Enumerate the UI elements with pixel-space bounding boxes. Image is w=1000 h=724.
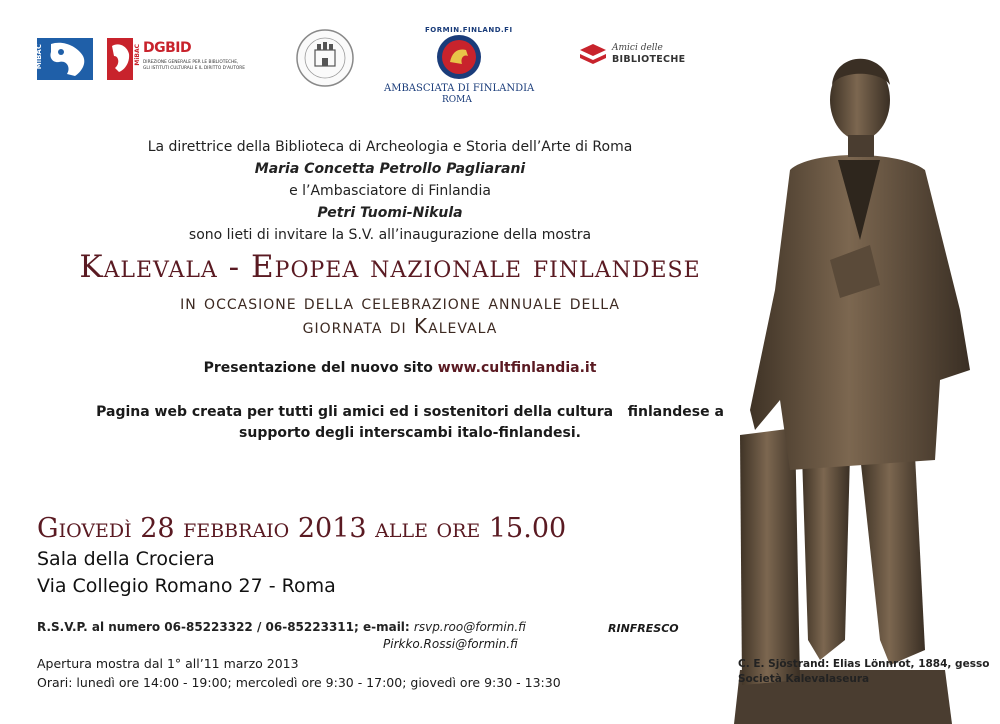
opening-hours [37, 654, 561, 692]
subtitle-line-2: giornata di Kalevala [302, 314, 498, 338]
amici-line-2: BIBLIOTECHE [612, 54, 686, 65]
seal-icon [295, 28, 355, 88]
dgbid-subtitle-1: DIREZIONE GENERALE PER LE BIBLIOTECHE, [143, 60, 239, 65]
opening-times: Orari: lunedì ore 14:00 - 19:00; mercoledì ore 9:30 - 17:00; giovedì ore 9:30 - 13:30 [37, 675, 561, 690]
dgbid-subtitle-2: GLI ISTITUTI CULTURALI E IL DIRITTO D'AUTORE [143, 66, 245, 71]
site-link[interactable]: www.cultfinlandia.it [437, 360, 597, 376]
amici-line-1: Amici delle [612, 43, 663, 53]
embassy-city: ROMA [442, 95, 472, 105]
biblioteca-seal-logo [295, 28, 355, 88]
event-date: Giovedì 28 febbraio 2013 alle ore 15.00 [37, 513, 567, 544]
exhibition-subtitle [60, 290, 740, 338]
dgbid-logo [107, 38, 245, 80]
site-presentation [40, 360, 760, 376]
invitation-intro [40, 136, 740, 246]
caption-line-1: C. E. Sjöstrand: Elias Lönnrot, 1884, gesso [738, 658, 990, 670]
lonnrot-statue-image [720, 40, 1000, 724]
event-venue-block [37, 546, 336, 600]
intro-line-3: sono lieti di invitare la S.V. all’inaugurazione della mostra [188, 227, 592, 243]
rsvp-line [37, 620, 526, 634]
opening-dates: Apertura mostra dal 1° all’11 marzo 2013 [37, 656, 299, 671]
finland-coat-of-arms-icon [436, 34, 482, 80]
dgbid-mibac-label: MiBAC [134, 44, 141, 66]
amici-biblioteche-logo [578, 42, 698, 72]
formin-label: FORMIN.FINLAND.FI [425, 26, 513, 34]
embassy-logo [370, 26, 550, 111]
mibac-emblem-icon [37, 38, 93, 80]
rsvp-email-1[interactable]: rsvp.roo@formin.fi [413, 620, 526, 634]
director-name: Maria Concetta Petrollo Pagliarani [254, 161, 526, 177]
event-venue: Sala della Crociera [37, 548, 215, 570]
website-note-line-2: supporto degli interscambi italo-finlandesi. [239, 425, 581, 441]
website-note-line-1: Pagina web creata per tutti gli amici ed i sostenitori della cultura finlandese a [96, 404, 724, 420]
event-address: Via Collegio Romano 27 - Roma [37, 575, 336, 597]
dgbid-emblem-icon [107, 38, 133, 80]
intro-line-2: e l’Ambasciatore di Finlandia [289, 183, 491, 199]
presentation-text: Presentazione del nuovo sito [203, 360, 438, 376]
rsvp-email-2[interactable]: Pirkko.Rossi@formin.fi [383, 637, 518, 651]
rsvp-label: R.S.V.P. al numero 06-85223322 / 06-85223311; e-mail: [37, 620, 414, 634]
ambassador-name: Petri Tuomi-Nikula [317, 205, 463, 221]
website-note [40, 402, 780, 444]
book-icon [578, 44, 608, 66]
subtitle-line-1: in occasione della celebrazione annuale della [180, 290, 620, 314]
embassy-name: AMBASCIATA DI FINLANDIA [384, 83, 535, 94]
dgbid-title: DGBID [143, 40, 192, 56]
mibac-logo [37, 38, 93, 80]
statue-caption [738, 657, 989, 687]
caption-line-2: Società Kalevalaseura [738, 673, 870, 685]
mibac-label: MiBAC [35, 44, 43, 70]
exhibition-title: Kalevala - Epopea nazionale finlandese [79, 249, 701, 285]
logo-bar [0, 26, 720, 116]
intro-line-1: La direttrice della Biblioteca di Archeologia e Storia dell’Arte di Roma [147, 139, 633, 155]
refreshments-note: RINFRESCO [608, 622, 679, 635]
